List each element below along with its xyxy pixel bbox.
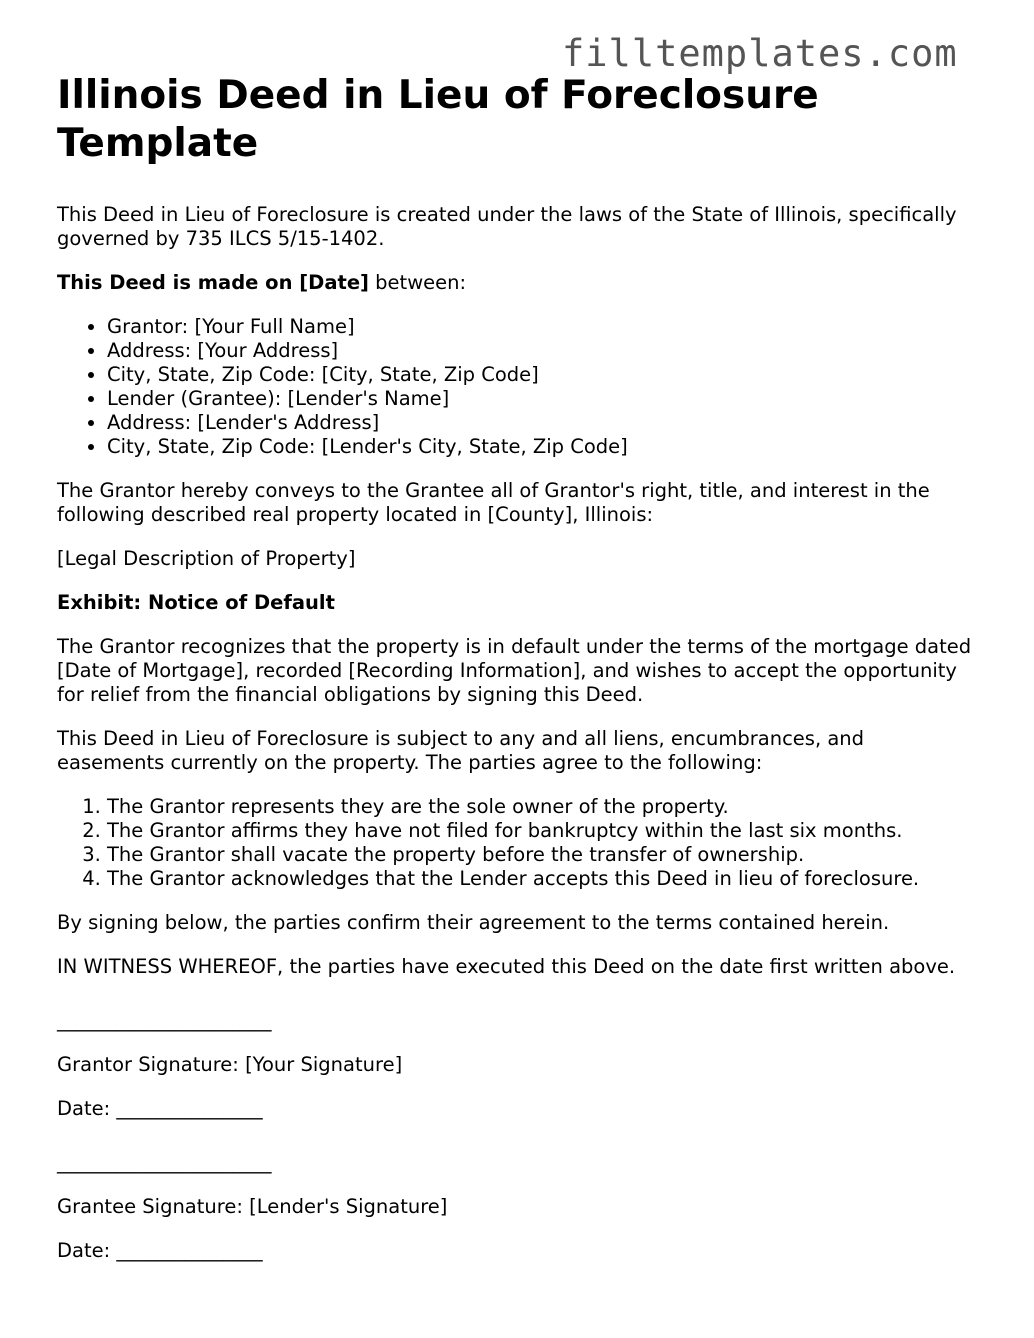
list-item: 2. The Grantor affirms they have not filed for bankruptcy within the last six months. — [107, 819, 977, 843]
subject-paragraph: This Deed in Lieu of Foreclosure is subject to any and all liens, encumbrances, and easements currently on the property. The parties agree to the following: — [57, 727, 865, 774]
witness-paragraph: IN WITNESS WHEREOF, the parties have executed this Deed on the date first written above. — [57, 955, 956, 978]
document-title: Illinois Deed in Lieu of Foreclosure Template — [57, 73, 819, 166]
legal-description: [Legal Description of Property] — [57, 547, 356, 570]
list-item: • Grantor: [Your Full Name] — [107, 315, 977, 339]
list-item: 1. The Grantor represents they are the sole owner of the property. — [107, 795, 977, 819]
list-item: • City, State, Zip Code: [Lender's City, State, Zip Code] — [107, 435, 977, 459]
agreement-paragraph: By signing below, the parties confirm their agreement to the terms contained herein. — [57, 911, 890, 934]
grantee-signature-line: ______________________ — [57, 1151, 272, 1174]
grantee-signature-label: Grantee Signature: [Lender's Signature] — [57, 1195, 448, 1218]
list-item: • Address: [Lender's Address] — [107, 411, 977, 435]
made-on-rest: between: — [368, 271, 467, 294]
grantor-date: Date: _______________ — [57, 1097, 263, 1120]
conveys-paragraph: The Grantor hereby conveys to the Grantee all of Grantor's right, title, and interest in the following described real property located in [County], Illinois: — [57, 479, 930, 526]
exhibit-heading — [57, 591, 977, 615]
watermark: filltemplates.com — [562, 32, 958, 75]
list-item: • Lender (Grantee): [Lender's Name] — [107, 387, 977, 411]
list-item: • City, State, Zip Code: [City, State, Zip Code] — [107, 363, 977, 387]
parties-list — [57, 315, 977, 459]
list-item: • Address: [Your Address] — [107, 339, 977, 363]
default-paragraph: The Grantor recognizes that the property is in default under the terms of the mortgage dated [Date of Mortgage], recorded [Recording Information], and wishes to accept the opportunity for relief from the financial obligations by signing this Deed. — [57, 635, 972, 706]
terms-list — [57, 795, 977, 891]
exhibit-heading-text: Exhibit: Notice of Default — [57, 591, 335, 614]
grantor-signature-line: ______________________ — [57, 1009, 272, 1032]
grantor-signature-label: Grantor Signature: [Your Signature] — [57, 1053, 403, 1076]
list-item: 4. The Grantor acknowledges that the Lender accepts this Deed in lieu of foreclosure. — [107, 867, 977, 891]
made-on-bold: This Deed is made on [Date] — [57, 271, 369, 294]
document-body — [57, 72, 977, 1283]
intro-paragraph: This Deed in Lieu of Foreclosure is created under the laws of the State of Illinois, specifically governed by 735 ILCS 5/15-1402. — [57, 203, 957, 250]
list-item: 3. The Grantor shall vacate the property before the transfer of ownership. — [107, 843, 977, 867]
made-on-paragraph — [57, 271, 977, 295]
grantee-date: Date: _______________ — [57, 1239, 263, 1262]
